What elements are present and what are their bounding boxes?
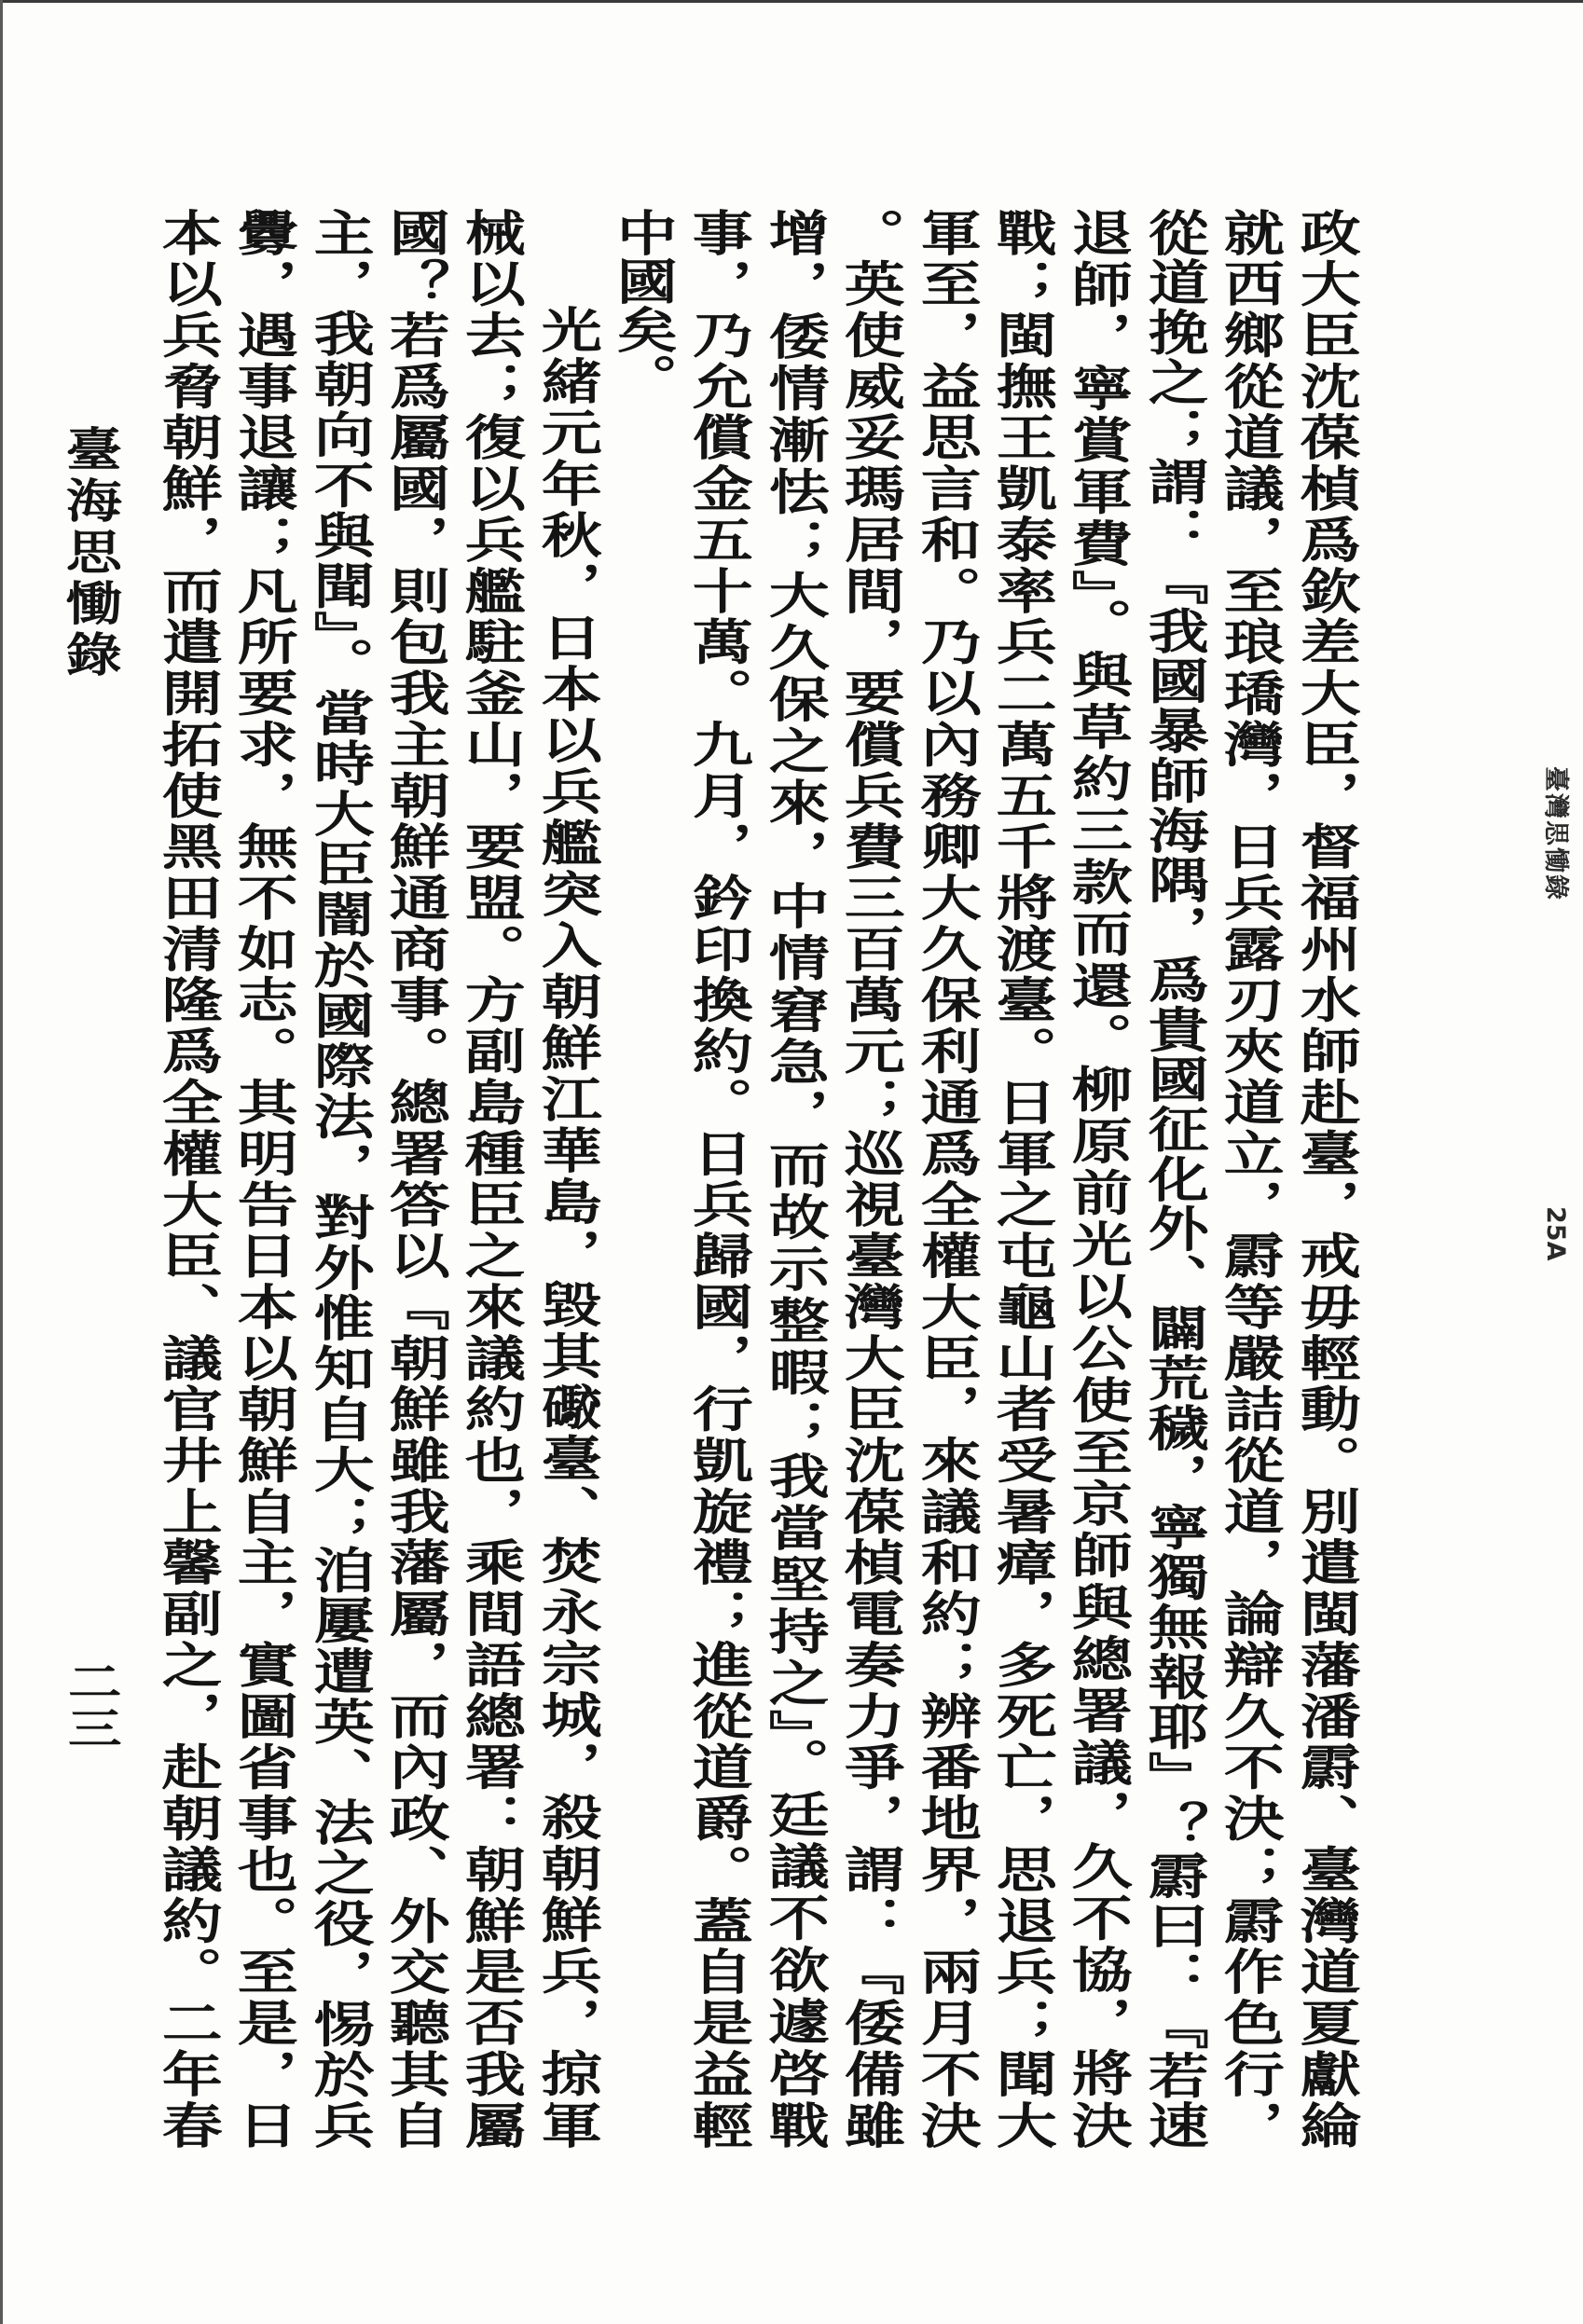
text-column: 增，倭情漸怯；大久保之來，中情窘急，而故示整暇；我當堅持之』。廷議不欲遽啓戰 <box>757 208 829 2149</box>
text-column: 軍至，益思言和。乃以內務卿大久保利通爲全權大臣，來議和約；辨番地界，兩月不決 <box>909 208 981 2149</box>
text-column: 事，乃允償金五十萬。九月，鈐印換約。日兵歸國，行凱旋禮；進從道爵。蓋自是益輕 <box>681 208 753 2149</box>
margin-header-title: 臺灣思慟錄 <box>1541 766 1570 901</box>
body-text <box>147 208 1362 2149</box>
text-column: 政大臣沈葆楨爲欽差大臣，督福州水師赴臺，戒毋輕動。別遣閩藩潘霨、臺灣道夏獻綸 <box>1288 208 1360 2149</box>
scan-edge-left <box>0 0 3 2324</box>
text-column: 。英使威妥瑪居間，要償兵費三百萬元；巡視臺灣大臣沈葆楨電奏力爭，謂：『倭備雖 <box>833 208 905 2149</box>
text-column: 光緒元年秋，日本以兵艦突入朝鮮江華島，毀其礮臺、焚永宗城，殺朝鮮兵，掠軍 <box>530 305 601 2149</box>
text-column: 本以兵脅朝鮮，而遣開拓使黑田清隆爲全權大臣、議官井上馨副之，赴朝議約。二年春 <box>150 208 222 2149</box>
text-column: 戰；閩撫王凱泰率兵二萬五千將渡臺。日軍之屯龜山者受暑瘴，多死亡，思退兵；聞大 <box>984 208 1057 2149</box>
scan-edge-top <box>0 0 1583 3</box>
margin-header-code: 25A <box>1541 1206 1570 1261</box>
text-column: 釁，遇事退讓；凡所要求，無不如志。其明告日本以朝鮮自主，實圖省事也。至是，日 <box>226 208 298 2149</box>
text-column: 中國矣。 <box>605 208 678 402</box>
text-column: 械以去；復以兵艦駐釜山，要盟。方副島種臣之來議約也，乘間語總署：朝鮮是否我屬 <box>454 208 526 2149</box>
running-title: 臺海思慟錄 <box>57 425 124 681</box>
text-column: 國？若爲屬國，則包我主朝鮮通商事。總署答以『朝鮮雖我藩屬，而內政、外交聽其自 <box>378 208 449 2149</box>
text-column: 退師，寧賞軍費』。與草約三款而還。柳原前光以公使至京師與總署議，久不協，將決 <box>1061 208 1133 2149</box>
text-column: 就西鄉從道議，至琅𤩝灣，日兵露刃夾道立，霨等嚴詰從道，論辯久不決；霨作色行， <box>1213 208 1285 2149</box>
text-column: 主，我朝向不與聞』。當時大臣闇於國際法，對外惟知自大；洎屢遭英、法之役，惕於兵 <box>302 208 374 2149</box>
page-number: 二三 <box>60 1659 123 1753</box>
text-column: 從道挽之；謂：『我國暴師海隅，爲貴國征化外、闢荒穢，寧獨無報耶』？霨曰：『若速 <box>1136 208 1208 2149</box>
